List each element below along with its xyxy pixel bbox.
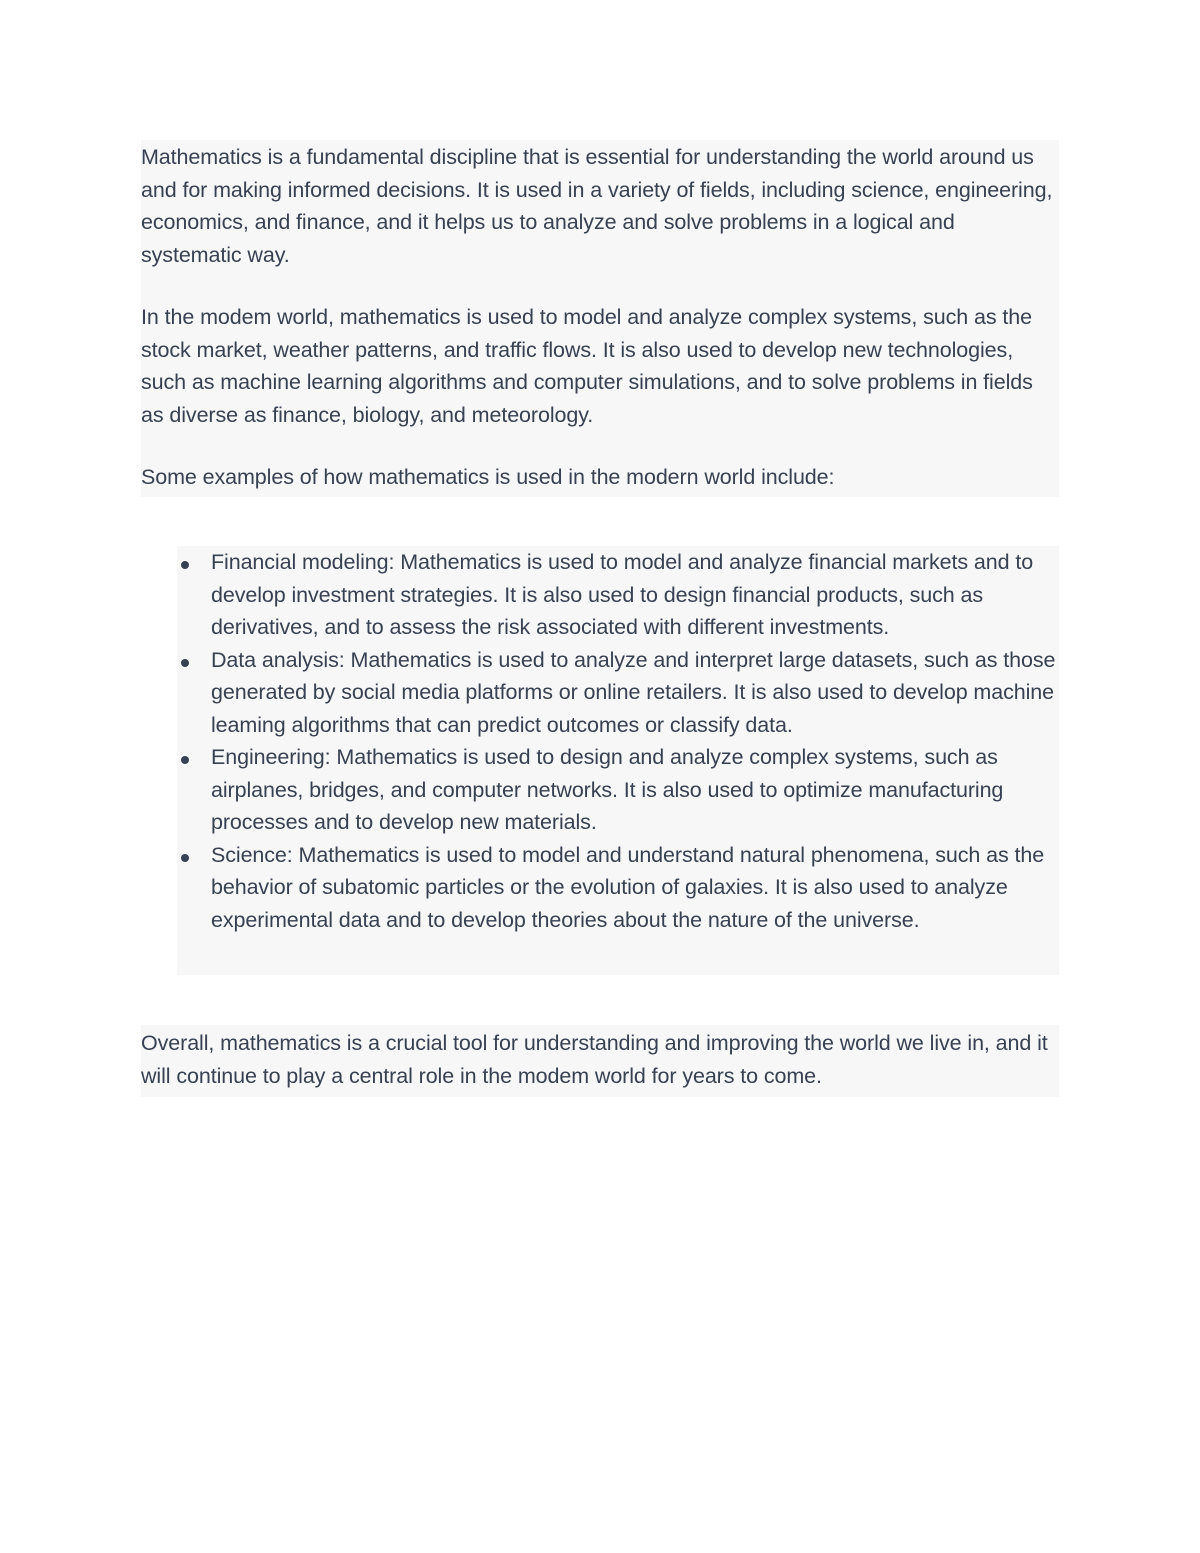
examples-list	[177, 546, 1059, 936]
bullet-dot-icon	[181, 854, 189, 862]
intro-paragraph-3: Some examples of how mathematics is used in the modern world include:	[141, 465, 835, 489]
list-item-text: Data analysis: Mathematics is used to analyze and interpret large datasets, such as those generated by social media platforms or online retailers. It is also used to develop machine leaming algorithms that can predict outcomes or classify data.	[211, 647, 1056, 737]
list-item	[177, 741, 1059, 839]
bullet-dot-icon	[181, 756, 189, 764]
bullet-dot-icon	[181, 659, 189, 667]
intro-section	[141, 140, 1059, 497]
closing-paragraph: Overall, mathematics is a crucial tool for understanding and improving the world we live in, and it will continue to play a central role in the modem world for years to come.	[141, 1031, 1048, 1088]
list-item	[177, 839, 1059, 937]
bullet-dot-icon	[181, 561, 189, 569]
list-item-text: Engineering: Mathematics is used to design and analyze complex systems, such as airplanes, bridges, and computer networks. It is also used to optimize manufacturing processes and to develop new materials.	[211, 745, 1004, 834]
examples-list-section	[177, 546, 1059, 975]
list-item	[177, 644, 1059, 742]
closing-section	[141, 1025, 1059, 1097]
list-item-text: Financial modeling: Mathematics is used to model and analyze financial markets and to develop investment strategies. It is also used to design financial products, such as derivatives, and to assess the risk associated with different investments.	[211, 550, 1034, 639]
list-item-text: Science: Mathematics is used to model and understand natural phenomena, such as the behavior of subatomic particles or the evolution of galaxies. It is also used to analyze experimental data and to develop theories about the nature of the universe.	[211, 842, 1045, 932]
list-item	[177, 546, 1059, 644]
intro-paragraph-1: Mathematics is a fundamental discipline that is essential for understanding the world around us and for making informed decisions. It is used in a variety of fields, including science, engineering, economics, and finance, and it helps us to analyze and solve problems in a logical and systematic way.	[141, 145, 1053, 267]
intro-paragraph-2: In the modem world, mathematics is used to model and analyze complex systems, such as the stock market, weather patterns, and traffic flows. It is also used to develop new technologies, such as machine learning algorithms and computer simulations, and to solve problems in fields as diverse as finance, biology, and meteorology.	[141, 305, 1033, 427]
